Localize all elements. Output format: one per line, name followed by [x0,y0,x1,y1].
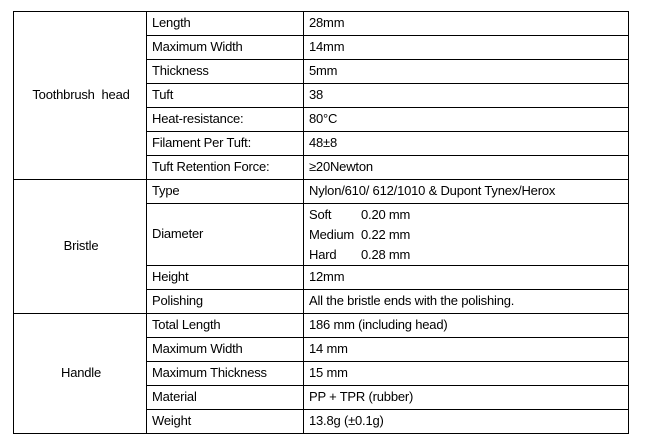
spec-label: Polishing [147,290,304,314]
spec-value: All the bristle ends with the polishing. [304,290,629,314]
group-cell-bristle: Bristle [14,180,147,314]
spec-label: Thickness [147,60,304,84]
spec-label: Length [147,12,304,36]
spec-value: 186 mm (including head) [304,314,629,338]
spec-value-diameter [304,204,629,266]
spec-label: Filament Per Tuft: [147,132,304,156]
specification-table [13,11,629,434]
diameter-sub-row [309,205,625,225]
diameter-sub-name: Soft [309,206,332,222]
spec-value: 28mm [304,12,629,36]
spec-label: Diameter [147,204,304,266]
diameter-sub-value: 0.28 mm [361,246,411,262]
spec-value: 48±8 [304,132,629,156]
spec-value: 80°C [304,108,629,132]
table-row [14,180,629,204]
diameter-sub-name: Hard [309,246,337,262]
spec-value: 12mm [304,266,629,290]
spec-label: Weight [147,410,304,434]
table-row [14,12,629,36]
spec-label: Height [147,266,304,290]
group-cell-toothbrush-head: Toothbrush head [14,12,147,180]
diameter-sub-row [309,225,625,245]
spec-value: 5mm [304,60,629,84]
spec-label: Maximum Width [147,36,304,60]
spec-label: Maximum Thickness [147,362,304,386]
spec-label: Material [147,386,304,410]
spec-value: 15 mm [304,362,629,386]
spec-value: ≥20Newton [304,156,629,180]
spec-value: Nylon/610/ 612/1010 & Dupont Tynex/Herox [304,180,629,204]
spec-table [13,11,629,434]
spec-value: 38 [304,84,629,108]
group-cell-handle: Handle [14,314,147,434]
spec-label: Heat-resistance: [147,108,304,132]
spec-label: Maximum Width [147,338,304,362]
diameter-sub-name: Medium [309,226,355,242]
table-row [14,314,629,338]
diameter-sub-value: 0.20 mm [361,206,411,222]
spec-label: Tuft [147,84,304,108]
spec-value: 13.8g (±0.1g) [304,410,629,434]
spec-value: PP + TPR (rubber) [304,386,629,410]
spec-value: 14mm [304,36,629,60]
spec-value: 14 mm [304,338,629,362]
diameter-sub-value: 0.22 mm [361,226,411,242]
diameter-sub-row [309,245,625,265]
spec-label: Total Length [147,314,304,338]
spec-label: Tuft Retention Force: [147,156,304,180]
spec-label: Type [147,180,304,204]
